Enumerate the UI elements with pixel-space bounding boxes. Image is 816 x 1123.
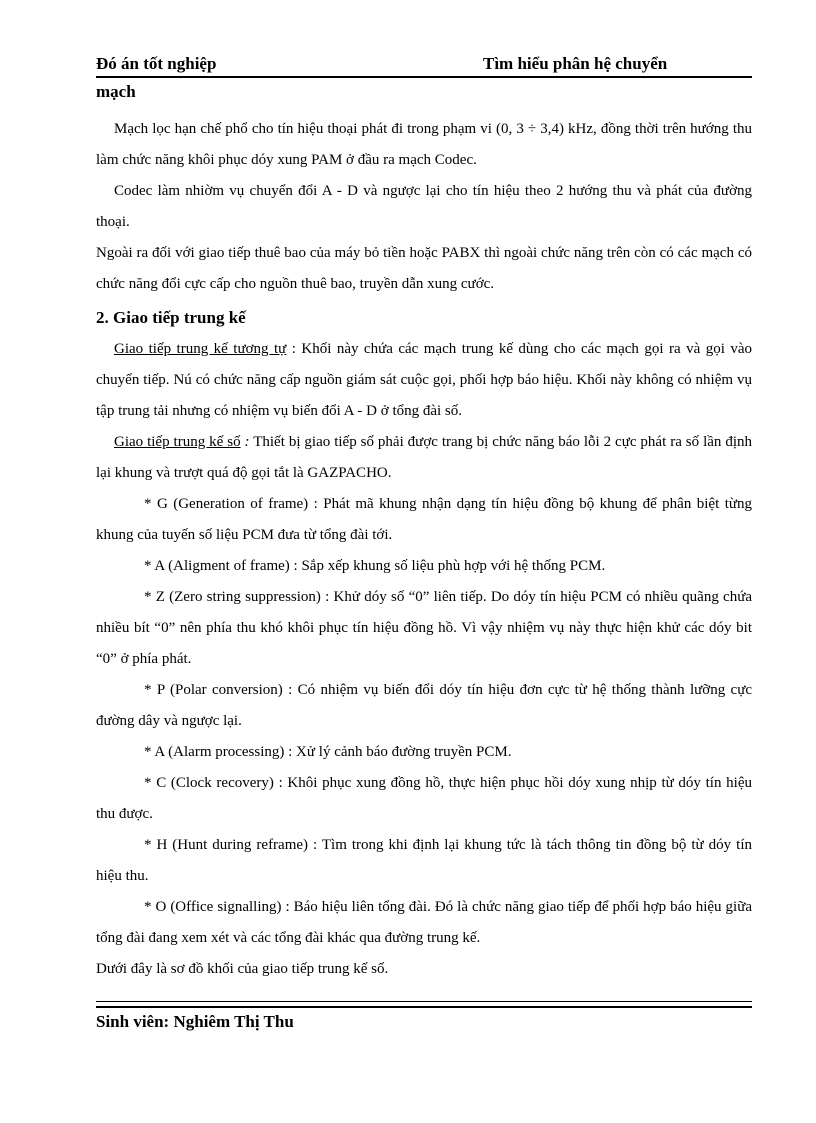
item-h: * H (Hunt during reframe) : Tìm trong khi định lại khung tức là tách thông tin đồng bộ từ dóy tín hiệu thu. [96,837,752,884]
paragraph-closing: Dưới đây là sơ đồ khối của giao tiếp trung kế số. [96,961,389,977]
footer-student: Sinh viên: Nghiêm Thị Thu [96,1012,294,1031]
paragraph-text: : Khối này chứa các mạch trung kế dùng cho các mạch gọi ra và gọi vào chuyển tiếp. Nú có chức năng cấp nguồn giám sát cuộc gọi, phối hợp báo hiệu. Khối này không có nhiệm vụ tập trung tải nhưng có nhiệm vụ biến đổi A - D ở tổng đài số. [96,341,752,419]
paragraph-analog-trunk [96,334,752,427]
header-left-title: Đó án tốt nghiệp [96,54,217,73]
item-o: * O (Office signalling) : Báo hiệu liên tổng đài. Đó là chức năng giao tiếp để phối hợp báo hiệu giữa tổng đài đang xem xét và các tổng đài khác qua đường trung kế. [96,899,752,946]
term-colon: : [240,434,250,450]
paragraph-codec [96,176,752,238]
term-digital-trunk: Giao tiếp trung kế số [114,434,241,450]
item-g: * G (Generation of frame) : Phát mã khung nhận dạng tín hiệu đồng bộ khung để phân biệt từng khung của tuyến số liệu PCM đưa từ tổng đài tới. [96,496,752,543]
header-rule [96,76,752,78]
header-right-title: Tìm hiểu phân hệ chuyển [483,54,668,73]
item-z: * Z (Zero string suppression) : Khử dóy số “0” liên tiếp. Do dóy tín hiệu PCM có nhiều quãng chứa nhiều bít “0” nên phía thu khó khôi phục tín hiệu đồng hồ. Vì vậy nhiệm vụ này thực hiện khử các dóy bit “0” ở phía phát. [96,589,752,667]
paragraph-text: Thiết bị giao tiếp số phải được trang bị chức năng báo lỗi 2 cực phát ra số lần định lại khung và trượt quá độ gọi tắt là GAZPACHO. [96,434,753,481]
item-a-alarm: * A (Alarm processing) : Xử lý cảnh báo đường truyền PCM. [144,744,512,760]
section-title: 2. Giao tiếp trung kế [96,308,246,327]
document-body [96,114,752,985]
paragraph-text: Mạch lọc hạn chế phổ cho tín hiệu thoại phát đi trong phạm vi (0, 3 ÷ 3,4) kHz, đồng thời trên hướng thu làm chức năng khôi phục dóy xung PAM ở đầu ra mạch Codec. [96,121,752,168]
paragraph-digital-trunk [96,427,752,489]
paragraph-text: Codec làm nhiờm vụ chuyển đổi A - D và ngược lại cho tín hiệu theo 2 hướng thu và phát của đường thoại. [96,183,752,230]
item-a-alignment: * A (Aligment of frame) : Sắp xếp khung số liệu phù hợp với hệ thống PCM. [144,558,606,574]
item-p: * P (Polar conversion) : Có nhiệm vụ biến đổi dóy tín hiệu đơn cực từ hệ thống thành lưỡng cực đường dây và ngược lại. [96,682,752,729]
page-header [96,52,752,78]
paragraph-pabx: Ngoài ra đối với giao tiếp thuê bao của máy bỏ tiền hoặc PABX thì ngoài chức năng trên còn có các mạch có chức năng đổi cực cấp cho nguồn thuê bao, truyền dẫn xung cước. [96,245,752,292]
footer-rule [96,1001,752,1008]
item-c: * C (Clock recovery) : Khôi phục xung đồng hồ, thực hiện phục hồi dóy xung nhịp từ dóy tín hiệu thu được. [96,775,752,822]
term-analog-trunk: Giao tiếp trung kế tương tự [114,341,287,357]
paragraph-filter [96,114,752,176]
header-continuation: mạch [96,82,136,101]
document-page [96,52,752,985]
